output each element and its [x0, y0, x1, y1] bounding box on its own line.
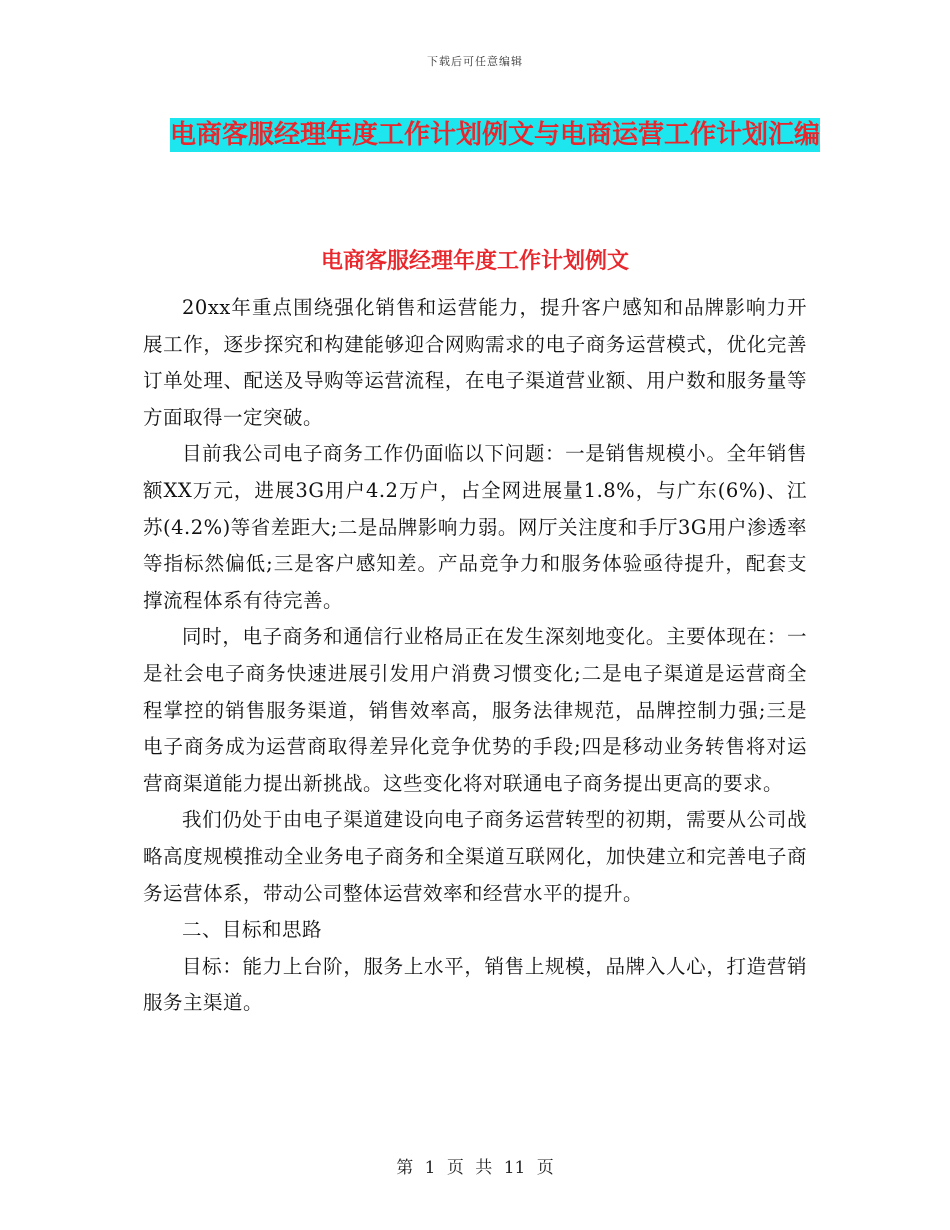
paragraph: 目标：能力上台阶，服务上水平，销售上规模，品牌入人心，打造营销服务主渠道。	[143, 954, 807, 1015]
page-number: 第 1 页 共 11 页	[396, 1158, 554, 1178]
section-heading: 二、目标和思路	[182, 918, 323, 942]
document-body	[143, 290, 807, 1022]
section-title: 电商客服经理年度工作计划例文	[320, 249, 629, 274]
page-header-note: 下载后可任意编辑	[427, 55, 523, 68]
document-title	[120, 108, 870, 162]
paragraph: 同时，电子商务和通信行业格局正在发生深刻地变化。主要体现在：一是社会电子商务快速进展引发用户消费习惯变化;二是电子渠道是运营商全程掌控的销售服务渠道，销售效率高，服务法律规范，品牌控制力强;三是电子商务成为运营商取得差异化竞争优势的手段;四是移动业务转售将对运营商渠道能力提出新挑战。这些变化将对联通电子商务提出更高的要求。	[143, 625, 807, 795]
paragraph: 我们仍处于由电子渠道建设向电子商务运营转型的初期，需要从公司战略高度规模推动全业务电子商务和全渠道互联网化，加快建立和完善电子商务运营体系，带动公司整体运营效率和经营水平的提升。	[143, 808, 807, 905]
paragraph: 目前我公司电子商务工作仍面临以下问题：一是销售规模小。全年销售额XX万元，进展3G用户4.2万户，占全网进展量1.8%，与广东(6%)、江苏(4.2%)等省差距大;二是品牌影响力弱。网厅关注度和手厅3G用户渗透率等指标然偏低;三是客户感知差。产品竞争力和服务体验亟待提升，配套支撑流程体系有待完善。	[143, 442, 807, 612]
document-title-text: 电商客服经理年度工作计划例文与电商运营工作计划汇编	[169, 120, 820, 150]
paragraph: 20xx年重点围绕强化销售和运营能力，提升客户感知和品牌影响力开展工作，逐步探究和构建能够迎合网购需求的电子商务运营模式，优化完善订单处理、配送及导购等运营流程，在电子渠道营业额、用户数和服务量等方面取得一定突破。	[143, 296, 807, 429]
